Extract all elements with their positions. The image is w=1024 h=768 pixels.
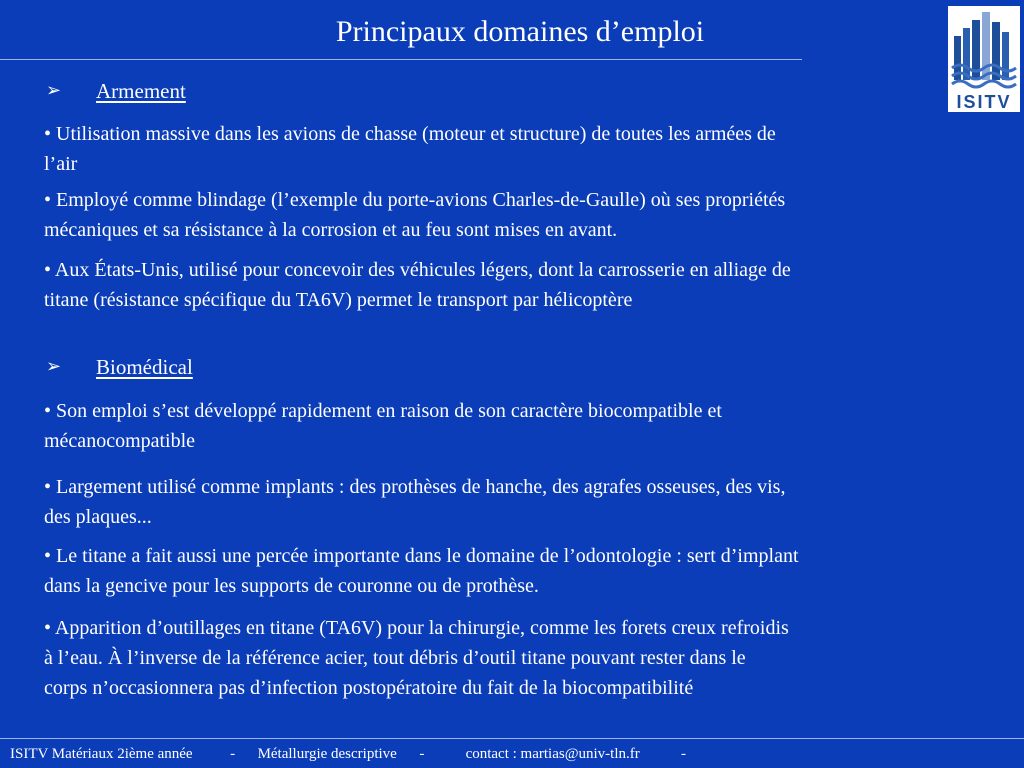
logo-text: ISITV [956, 92, 1012, 112]
section-heading-label: Armement [96, 79, 186, 103]
section-heading-label: Biomédical [96, 355, 193, 379]
arrow-bullet-icon: ➢ [46, 80, 62, 101]
section-heading-armement [46, 78, 186, 104]
slide-title: Principaux domaines d’emploi [335, 15, 705, 48]
section-heading-biomedical [46, 354, 193, 380]
bullet-paragraph: • Employé comme blindage (l’exemple du porte-avions Charles-de-Gaulle) où ses propriétés mécaniques et sa résistance à la corrosion et au feu sont mises en avant. [44, 189, 786, 241]
title-divider [0, 59, 802, 60]
bullet-paragraph: • Son emploi s’est développé rapidement en raison de son caractère biocompatible et mécanocompatible [44, 400, 722, 452]
bullet-paragraph: • Apparition d’outillages en titane (TA6V) pour la chirurgie, comme les forets creux refroidis à l’eau. À l’inverse de la référence acier, tout débris d’outil titane pouvant rester dans le corps n’occasionnera pas d’infection postopératoire du fait de la biocompatibilité [44, 617, 789, 699]
arrow-bullet-icon: ➢ [46, 356, 62, 377]
bullet-paragraph: • Utilisation massive dans les avions de chasse (moteur et structure) de toutes les armées de l’air [44, 123, 776, 175]
bullet-paragraph: • Aux États-Unis, utilisé pour concevoir des véhicules légers, dont la carrosserie en alliage de titane (résistance spécifique du TA6V) permet le transport par hélicoptère [44, 259, 791, 311]
isitv-logo-icon [948, 6, 1020, 112]
slide-footer: ISITV Matériaux 2ième année - Métallurgie descriptive - contact : martias@univ-tln.fr - [0, 738, 1024, 768]
bullet-paragraph: • Le titane a fait aussi une percée importante dans le domaine de l’odontologie : sert d’implant dans la gencive pour les supports de couronne ou de prothèse. [44, 545, 799, 597]
bullet-paragraph: • Largement utilisé comme implants : des prothèses de hanche, des agrafes osseuses, des vis, des plaques... [44, 476, 786, 528]
